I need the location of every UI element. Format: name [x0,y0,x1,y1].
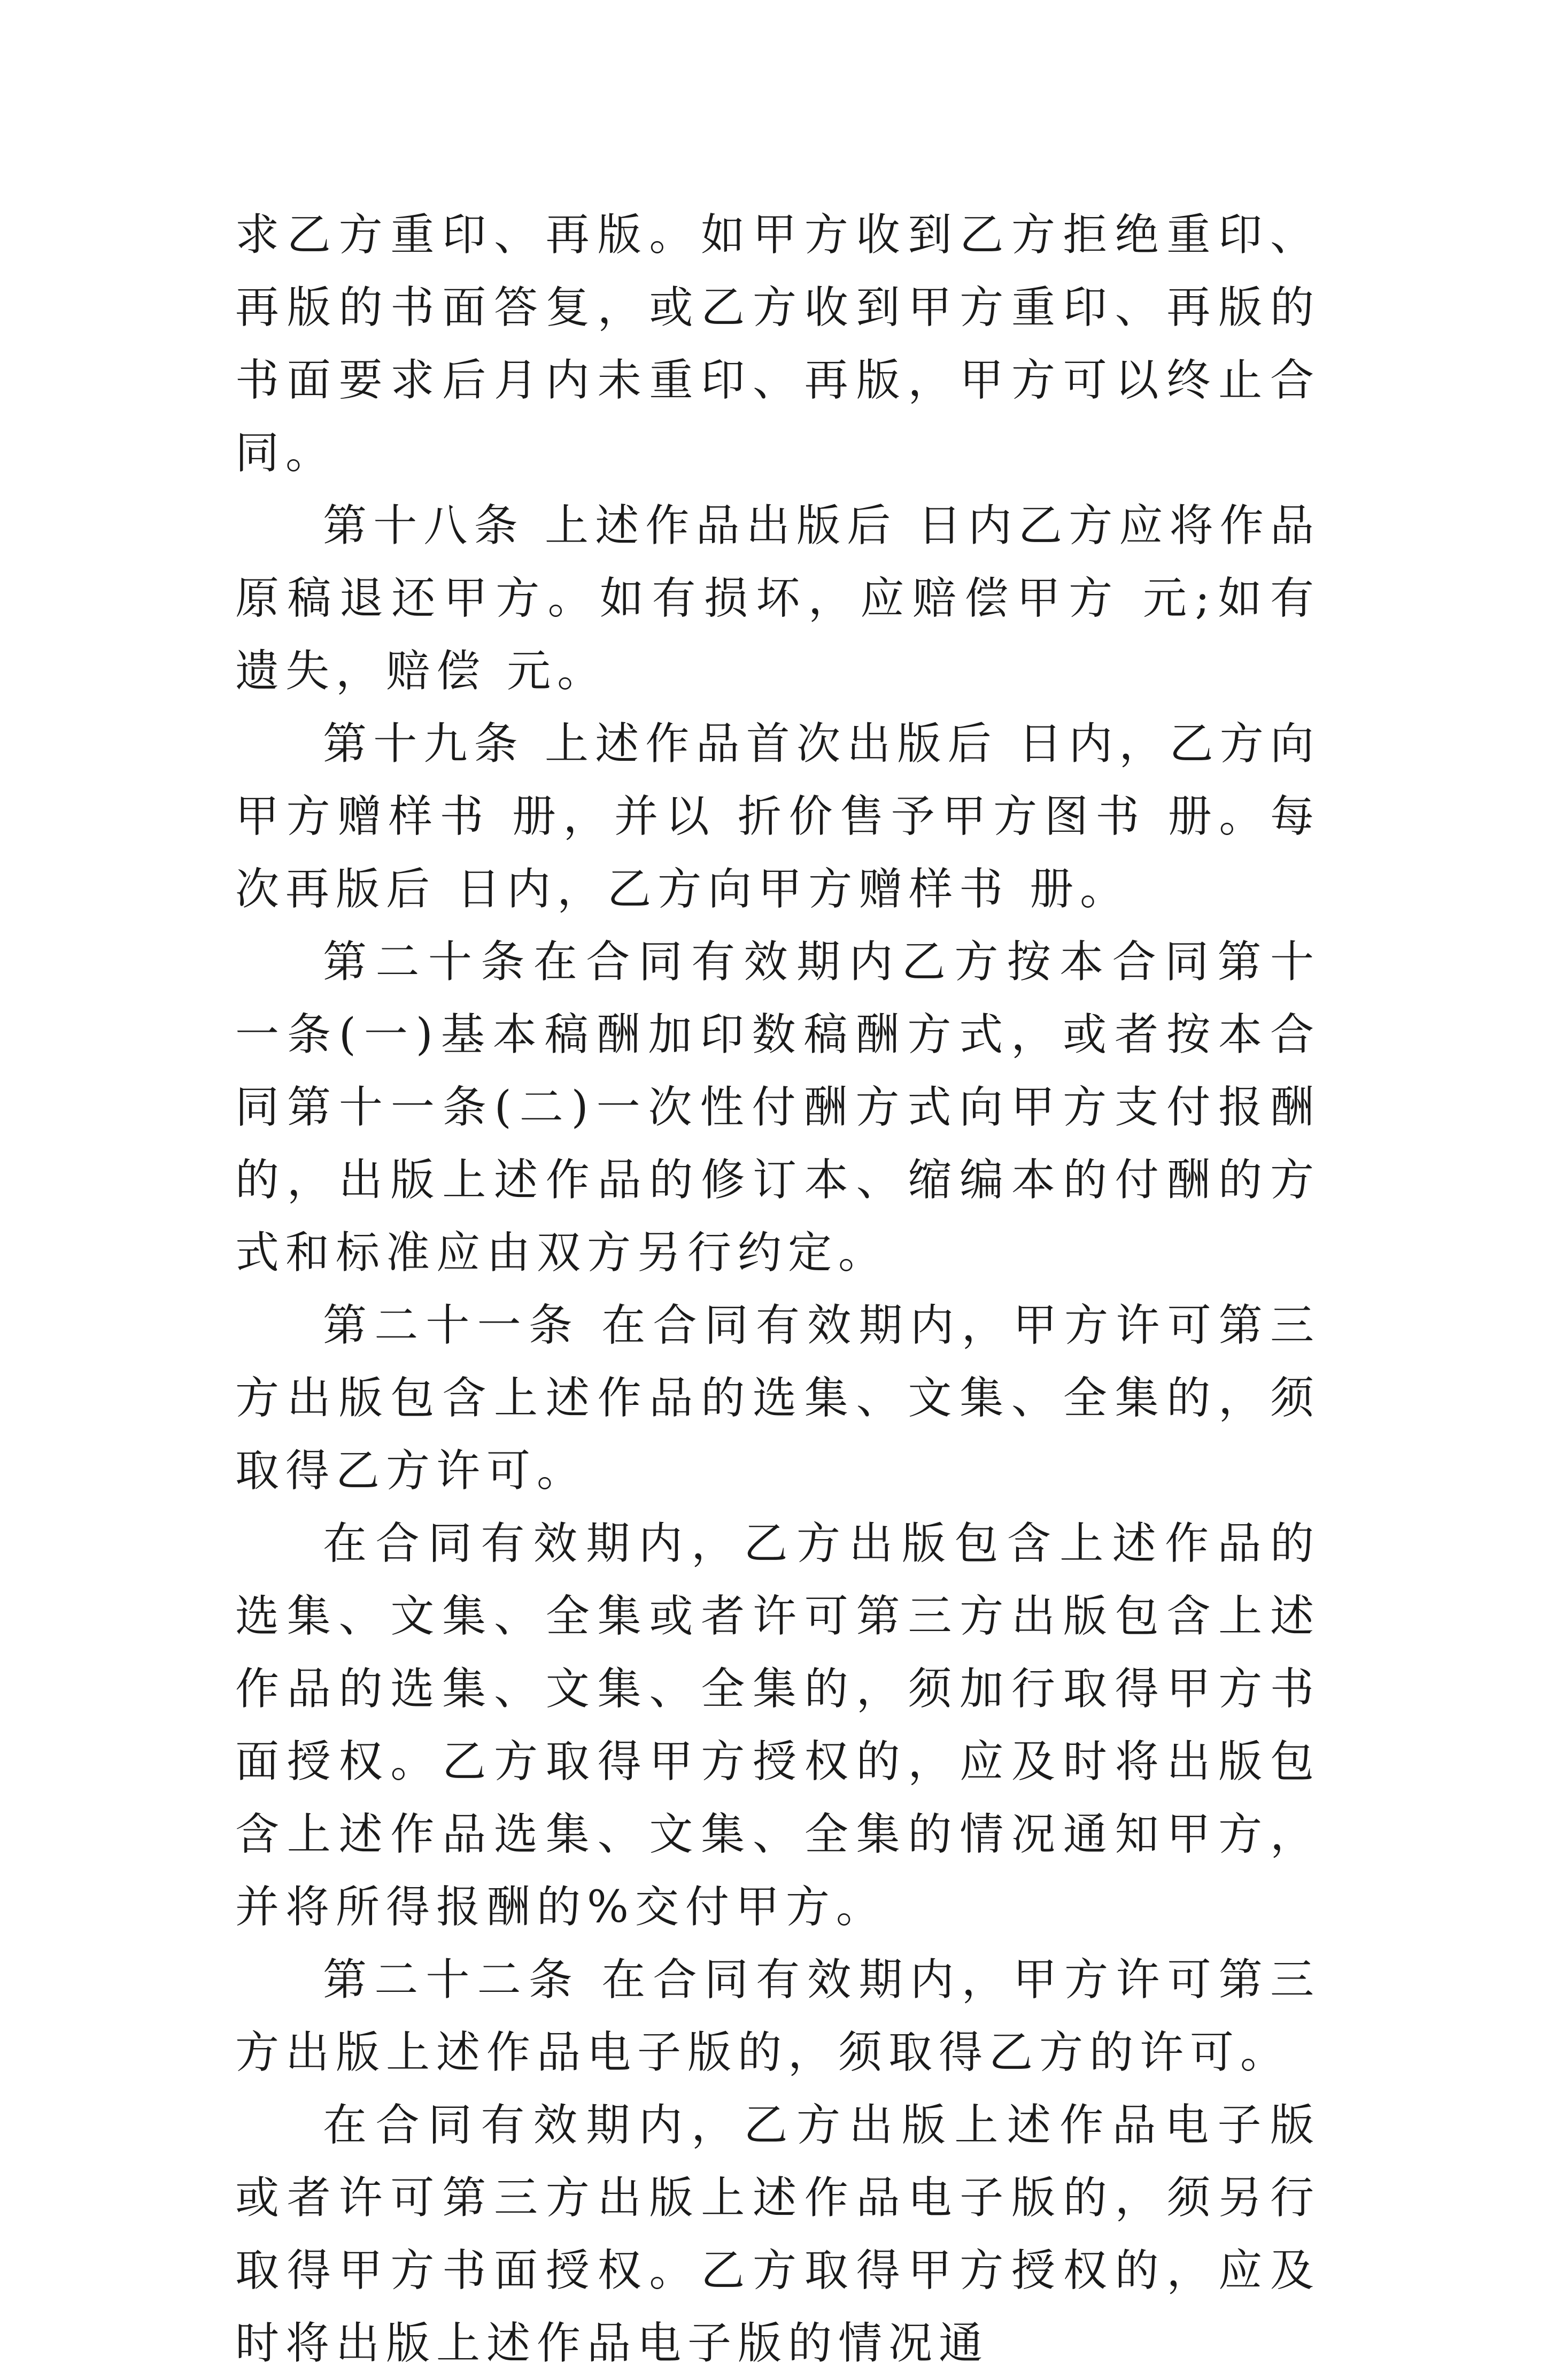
paragraph-article-19: 第十九条 上述作品首次出版后 日内，乙方向甲方赠样书 册，并以 折价售予甲方图书 册。每次再版后 日内，乙方向甲方赠样书 册。 [235,718,1320,915]
paragraph-article-22-clause-2: 在合同有效期内，乙方出版上述作品电子版或者许可第三方出版上述作品电子版的，须另行取得甲方书面授权。乙方取得甲方授权的，应及时将出版上述作品电子版的情况通 [235,2100,1320,2369]
document-body [235,199,1320,2380]
paragraph-article-21: 第二十一条 在合同有效期内，甲方许可第三方出版包含上述作品的选集、文集、全集的，须取得乙方许可。 [235,1300,1320,1496]
paragraph-article-22: 第二十二条 在合同有效期内，甲方许可第三方出版上述作品电子版的，须取得乙方的许可。 [235,1954,1320,2078]
paragraph-article-20: 第二十条在合同有效期内乙方按本合同第十一条(一)基本稿酬加印数稿酬方式，或者按本合同第十一条(二)一次性付酬方式向甲方支付报酬的，出版上述作品的修订本、缩编本的付酬的方式和标准应由双方另行约定。 [235,937,1320,1278]
paragraph-article-18: 第十八条 上述作品出版后 日内乙方应将作品原稿退还甲方。如有损坏，应赔偿甲方 元;如有遗失，赔偿 元。 [235,500,1320,697]
paragraph-article-21-clause-2: 在合同有效期内，乙方出版包含上述作品的选集、文集、全集或者许可第三方出版包含上述作品的选集、文集、全集的，须加行取得甲方书面授权。乙方取得甲方授权的，应及时将出版包含上述作品选集、文集、全集的情况通知甲方，并将所得报酬的%交付甲方。 [235,1518,1320,1933]
paragraph-continuation: 求乙方重印、再版。如甲方收到乙方拒绝重印、再版的书面答复，或乙方收到甲方重印、再版的书面要求后月内未重印、再版，甲方可以终止合同。 [235,210,1320,478]
